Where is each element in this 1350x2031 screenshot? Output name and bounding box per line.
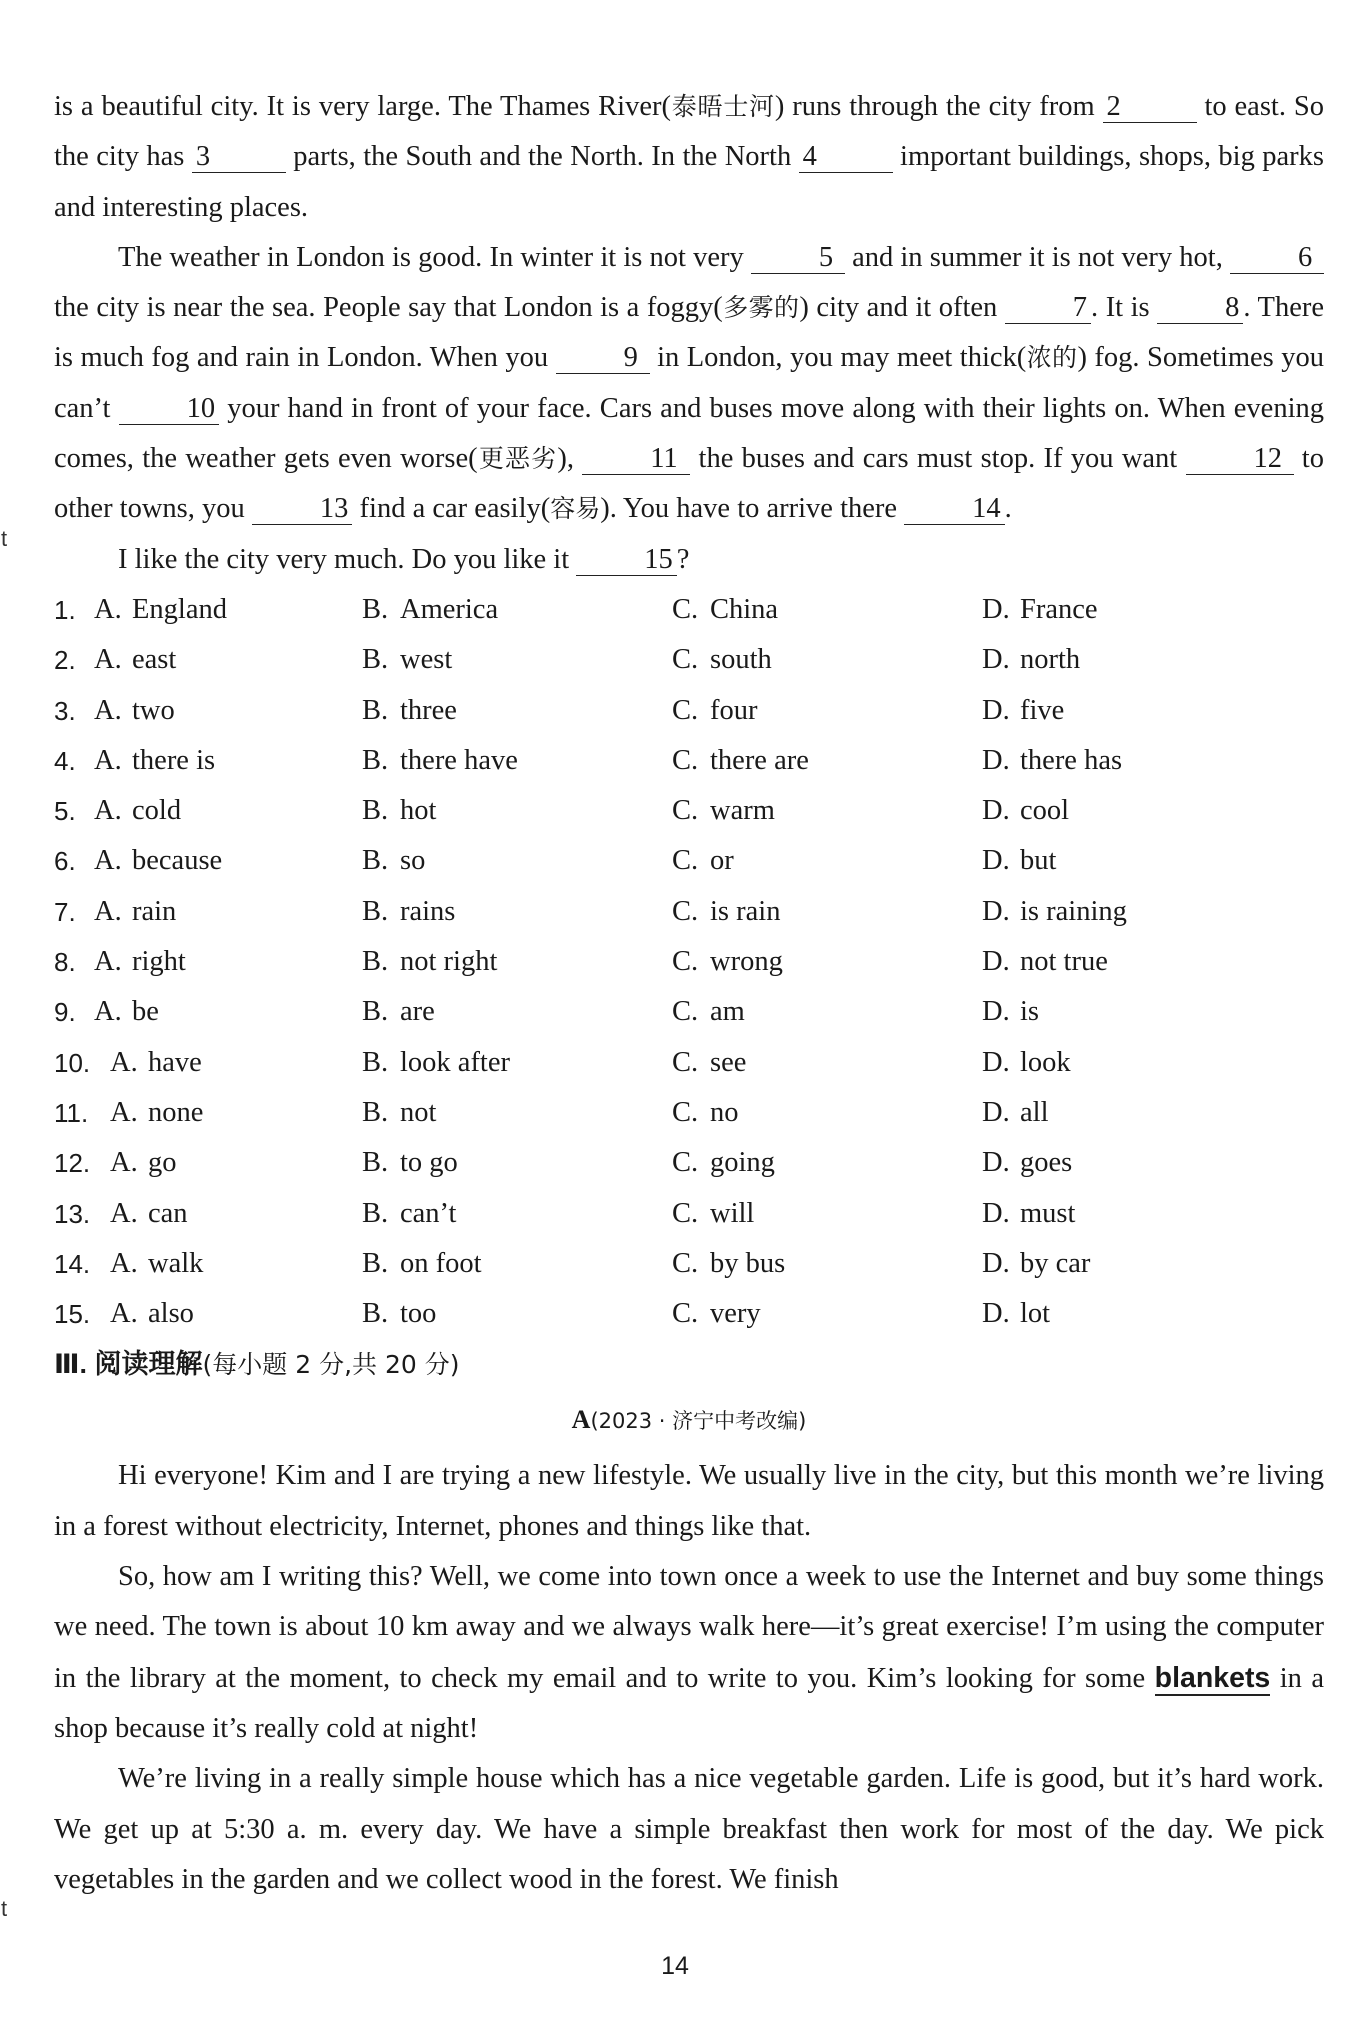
option-d [982, 635, 1282, 685]
question-options-5 [54, 786, 1324, 836]
option-letter: D. [982, 1247, 1010, 1279]
question-number: 9. [54, 997, 76, 1028]
option-text: wrong [710, 946, 783, 978]
answer-blank-3: 3 [192, 142, 286, 173]
option-text: but [1020, 845, 1057, 877]
option-text: lot [1020, 1298, 1051, 1330]
paragraph-text: The weather in London is good. In winter it is not very [118, 241, 751, 273]
option-text: am [710, 996, 745, 1028]
paragraph-text: to east. So the city has [54, 91, 1324, 173]
question-number: 15. [54, 1299, 91, 1330]
option-b [362, 937, 672, 987]
question-number: 3. [54, 695, 76, 726]
answer-blank-15: 15 [576, 545, 677, 576]
question-number: 1. [54, 594, 76, 625]
option-text: not [400, 1096, 437, 1128]
option-c [672, 686, 982, 736]
option-d [982, 987, 1282, 1037]
option-c [672, 1239, 982, 1289]
option-letter: C. [672, 644, 699, 676]
passage-paragraph-1: Hi everyone! Kim and I are trying a new lifestyle. We usually live in the city, but this month we’re living in a forest without electricity, Internet, phones and things like that. [54, 1460, 1324, 1542]
option-text: three [400, 694, 457, 726]
option-letter: D. [982, 1096, 1010, 1128]
option-text: rains [400, 895, 456, 927]
option-a [110, 1138, 362, 1188]
option-letter: D. [982, 744, 1010, 776]
paragraph-text: . It is [1091, 292, 1158, 324]
option-c [672, 635, 982, 685]
option-text: two [132, 694, 175, 726]
option-text: five [1020, 694, 1065, 726]
section-title: Ⅲ. 阅读理解 [54, 1349, 203, 1380]
paragraph-text: ? [676, 543, 690, 575]
option-letter: B. [362, 845, 389, 877]
option-letter: C. [672, 996, 699, 1028]
option-text: going [710, 1147, 775, 1179]
question-options-1 [54, 585, 1324, 635]
option-letter: A. [110, 1197, 138, 1229]
option-text: by car [1020, 1247, 1091, 1279]
answer-blank-4: 4 [799, 142, 893, 173]
option-d [982, 585, 1282, 635]
question-number: 4. [54, 745, 76, 776]
option-letter: A. [110, 1247, 138, 1279]
option-text: there have [400, 744, 518, 776]
option-text: too [400, 1298, 437, 1330]
option-letter: D. [982, 795, 1010, 827]
option-letter: B. [362, 996, 389, 1028]
option-b [362, 1038, 672, 1088]
option-a [94, 987, 362, 1037]
question-options-15 [54, 1289, 1324, 1339]
option-text: must [1020, 1197, 1076, 1229]
option-letter: D. [982, 1298, 1010, 1330]
option-a [94, 635, 362, 685]
option-letter: A. [94, 593, 122, 625]
option-letter: C. [672, 1247, 699, 1279]
option-d [982, 1038, 1282, 1088]
paragraph-text: ) runs through the city from [774, 91, 1103, 122]
option-text: there are [710, 744, 809, 776]
paragraph-text: ), [557, 443, 583, 475]
option-text: so [400, 845, 426, 877]
option-text: America [400, 593, 499, 625]
passage-paragraph-2-text: So, how am I writing this? Well, we come into town once a week to use the Internet and buy some things we need. The town is about 10 km away and we always walk here—it’s great exercise! I’m using the computer in the library at the moment, to check my email and to write to you. Kim’s looking for some [54, 1561, 1324, 1694]
option-d [982, 887, 1282, 937]
paragraph-text: I like the city very much. Do you like it [118, 543, 577, 575]
option-letter: D. [982, 1197, 1010, 1229]
option-a [110, 1189, 362, 1239]
option-letter: A. [94, 795, 122, 827]
option-text: or [710, 845, 734, 877]
option-letter: A. [94, 694, 122, 726]
question-options-4 [54, 736, 1324, 786]
paragraph-text: in London, you may meet thick( [649, 342, 1027, 374]
option-text: north [1020, 644, 1081, 676]
option-letter: A. [94, 895, 122, 927]
margin-mark-2: t [1, 1896, 8, 1921]
option-text: no [710, 1096, 739, 1128]
chinese-gloss: 浓的 [1026, 343, 1078, 373]
option-c [672, 1088, 982, 1138]
paragraph-text: the city is near the sea. People say that London is a foggy( [54, 292, 723, 324]
answer-blank-5: 5 [751, 243, 845, 274]
answer-blank-9: 9 [556, 343, 650, 374]
option-b [362, 1289, 672, 1339]
option-letter: B. [362, 1046, 389, 1078]
option-d [982, 1138, 1282, 1188]
option-letter: B. [362, 1147, 389, 1179]
option-b [362, 635, 672, 685]
paragraph-text: . [1004, 493, 1012, 525]
option-a [110, 1038, 362, 1088]
option-letter: C. [672, 593, 699, 625]
passage-letter: A [571, 1405, 591, 1435]
question-options-6 [54, 836, 1324, 886]
option-a [110, 1289, 362, 1339]
option-letter: C. [672, 845, 699, 877]
option-letter: D. [982, 946, 1010, 978]
option-letter: C. [672, 795, 699, 827]
option-text: all [1020, 1096, 1049, 1128]
option-letter: B. [362, 1096, 389, 1128]
option-text: there has [1020, 744, 1123, 776]
option-text: right [132, 946, 186, 978]
question-number: 6. [54, 846, 76, 877]
option-text: can [148, 1197, 188, 1229]
option-b [362, 1138, 672, 1188]
question-number: 12. [54, 1148, 91, 1179]
paragraph-text: ) city and it often [799, 292, 1005, 324]
question-number: 11. [54, 1097, 89, 1128]
answer-blank-10: 10 [119, 394, 220, 425]
question-options-8 [54, 937, 1324, 987]
answer-blank-7: 7 [1005, 293, 1091, 324]
option-letter: B. [362, 694, 389, 726]
question-number: 10. [54, 1047, 91, 1078]
cloze-paragraph-3 [54, 535, 1324, 585]
option-text: west [400, 644, 453, 676]
chinese-gloss: 多雾的 [722, 293, 800, 323]
option-c [672, 1289, 982, 1339]
option-c [672, 937, 982, 987]
question-number: 14. [54, 1248, 91, 1279]
option-letter: B. [362, 744, 389, 776]
option-c [672, 585, 982, 635]
option-text: have [148, 1046, 202, 1078]
option-letter: A. [110, 1298, 138, 1330]
option-letter: A. [94, 744, 122, 776]
option-letter: A. [110, 1147, 138, 1179]
option-d [982, 1088, 1282, 1138]
answer-blank-2: 2 [1103, 92, 1197, 123]
option-b [362, 585, 672, 635]
option-letter: B. [362, 946, 389, 978]
option-text: east [132, 644, 177, 676]
option-letter: A. [94, 946, 122, 978]
option-letter: D. [982, 1147, 1010, 1179]
option-text: will [710, 1197, 755, 1229]
option-letter: B. [362, 795, 389, 827]
paragraph-text: and in summer it is not very hot, [844, 241, 1230, 273]
section-heading [54, 1339, 1324, 1390]
option-text: there is [132, 744, 216, 776]
paragraph-text: ). You have to arrive there [600, 493, 905, 525]
option-text: be [132, 996, 159, 1028]
option-text: none [148, 1096, 204, 1128]
option-text: see [710, 1046, 747, 1078]
cloze-paragraph-1 [54, 82, 1324, 233]
paragraph-text: . There is much fog and rain in London. When you [54, 292, 1325, 374]
option-text: are [400, 996, 435, 1028]
option-a [94, 686, 362, 736]
cloze-paragraph-2 [54, 233, 1324, 535]
option-letter: A. [94, 845, 122, 877]
question-number: 7. [54, 896, 76, 927]
option-text: on foot [400, 1247, 482, 1279]
bold-keyword: blankets [1154, 1661, 1271, 1694]
option-text: also [148, 1298, 194, 1330]
option-d [982, 1239, 1282, 1289]
option-letter: C. [672, 744, 699, 776]
paragraph-text: important buildings, shops, big parks and interesting places. [54, 141, 1325, 223]
option-a [94, 585, 362, 635]
option-text: warm [710, 795, 775, 827]
question-options-14 [54, 1239, 1324, 1289]
option-d [982, 836, 1282, 886]
option-letter: A. [110, 1096, 138, 1128]
option-b [362, 786, 672, 836]
option-text: south [710, 644, 772, 676]
question-options-7 [54, 887, 1324, 937]
option-text: England [132, 593, 227, 625]
paragraph-text: find a car easily( [352, 493, 551, 525]
option-letter: B. [362, 895, 389, 927]
option-b [362, 736, 672, 786]
option-text: goes [1020, 1147, 1073, 1179]
paragraph-text: your hand in front of your face. Cars and buses move along with their lights on. When evening comes, the weather gets even worse( [54, 392, 1324, 475]
paragraph-text: parts, the South and the North. In the North [285, 141, 799, 173]
option-letter: D. [982, 845, 1010, 877]
option-letter: C. [672, 1147, 699, 1179]
chinese-gloss: 泰晤士河 [670, 92, 775, 121]
option-text: very [710, 1298, 761, 1330]
passage-title [54, 1390, 1324, 1451]
option-d [982, 786, 1282, 836]
option-d [982, 937, 1282, 987]
option-text: China [710, 593, 779, 625]
option-a [94, 736, 362, 786]
question-number: 2. [54, 645, 76, 676]
option-text: because [132, 845, 223, 877]
option-text: not right [400, 946, 498, 978]
paragraph-text: is a beautiful city. It is very large. The Thames River( [54, 91, 671, 122]
chinese-gloss: 容易 [550, 494, 601, 524]
option-c [672, 887, 982, 937]
option-letter: D. [982, 694, 1010, 726]
option-c [672, 1138, 982, 1188]
option-letter: D. [982, 895, 1010, 927]
option-b [362, 887, 672, 937]
option-letter: C. [672, 1046, 699, 1078]
option-letter: D. [982, 593, 1010, 625]
option-letter: C. [672, 946, 699, 978]
option-letter: D. [982, 1046, 1010, 1078]
option-text: cold [132, 795, 182, 827]
option-a [94, 786, 362, 836]
margin-mark-1: t [1, 526, 8, 551]
option-letter: C. [672, 1096, 699, 1128]
answer-blank-13: 13 [252, 494, 353, 525]
chinese-gloss: 更恶劣 [477, 444, 558, 474]
option-b [362, 1189, 672, 1239]
question-options-3 [54, 686, 1324, 736]
option-a [94, 887, 362, 937]
option-letter: A. [94, 644, 122, 676]
passage-source: (2023 · 济宁中考改编) [590, 1409, 807, 1434]
paragraph-text: the buses and cars must stop. If you want [690, 443, 1186, 475]
option-text: hot [400, 795, 437, 827]
option-letter: C. [672, 694, 699, 726]
option-b [362, 836, 672, 886]
question-number: 8. [54, 947, 76, 978]
options-list [54, 585, 1324, 1339]
option-letter: D. [982, 644, 1010, 676]
question-options-12 [54, 1138, 1324, 1188]
page-number: 14 [661, 1952, 689, 1980]
option-text: look [1020, 1046, 1071, 1078]
paragraph-text: to other towns, you [54, 443, 1324, 525]
option-letter: B. [362, 593, 389, 625]
option-c [672, 836, 982, 886]
option-letter: C. [672, 895, 699, 927]
answer-blank-12: 12 [1186, 444, 1294, 475]
option-text: to go [400, 1147, 458, 1179]
option-c [672, 987, 982, 1037]
question-options-11 [54, 1088, 1324, 1138]
option-c [672, 1038, 982, 1088]
question-options-10 [54, 1038, 1324, 1088]
option-text: look after [400, 1046, 510, 1078]
option-letter: A. [110, 1046, 138, 1078]
option-text: cool [1020, 795, 1070, 827]
question-options-9 [54, 987, 1324, 1037]
question-number: 5. [54, 796, 76, 827]
answer-blank-8: 8 [1157, 293, 1243, 324]
option-text: can’t [400, 1197, 457, 1229]
section-scoring-note: (每小题 2 分,共 20 分) [202, 1350, 460, 1380]
option-b [362, 987, 672, 1037]
passage-paragraph-3: We’re living in a really simple house which has a nice vegetable garden. Life is good, but it’s hard work. We get up at 5:30 a. m. every day. We have a simple breakfast then work for most of the day. We pick vegetables in the garden and we collect wood in the forest. We finish [54, 1763, 1324, 1895]
option-b [362, 686, 672, 736]
option-a [110, 1088, 362, 1138]
option-text: go [148, 1147, 177, 1179]
option-d [982, 736, 1282, 786]
option-d [982, 1289, 1282, 1339]
option-a [94, 836, 362, 886]
option-d [982, 1189, 1282, 1239]
option-c [672, 1189, 982, 1239]
option-c [672, 736, 982, 786]
question-options-13 [54, 1189, 1324, 1239]
answer-blank-14: 14 [904, 494, 1005, 525]
question-number: 13. [54, 1198, 91, 1229]
option-text: rain [132, 895, 177, 927]
option-text: not true [1020, 946, 1108, 978]
option-text: is [1020, 996, 1040, 1028]
option-d [982, 686, 1282, 736]
option-letter: D. [982, 996, 1010, 1028]
option-letter: B. [362, 1298, 389, 1330]
page-content [54, 82, 1324, 1905]
option-letter: A. [94, 996, 122, 1028]
passage-paragraph-2 [54, 1552, 1324, 1754]
option-c [672, 786, 982, 836]
option-a [110, 1239, 362, 1289]
option-a [94, 937, 362, 987]
option-letter: C. [672, 1197, 699, 1229]
answer-blank-6: 6 [1230, 243, 1324, 274]
option-letter: B. [362, 1197, 389, 1229]
option-text: four [710, 694, 758, 726]
passage-paragraph-2-end: in a shop because it’s really cold at night! [54, 1662, 1325, 1744]
option-text: by bus [710, 1247, 786, 1279]
question-options-2 [54, 635, 1324, 685]
option-letter: C. [672, 1298, 699, 1330]
option-letter: B. [362, 644, 389, 676]
option-b [362, 1239, 672, 1289]
option-text: walk [148, 1247, 204, 1279]
option-text: is raining [1020, 895, 1127, 927]
option-text: is rain [710, 895, 781, 927]
option-text: France [1020, 593, 1098, 625]
paragraph-text: ) fog. Sometimes you can’t [54, 342, 1324, 424]
option-b [362, 1088, 672, 1138]
option-letter: B. [362, 1247, 389, 1279]
answer-blank-11: 11 [582, 444, 690, 475]
